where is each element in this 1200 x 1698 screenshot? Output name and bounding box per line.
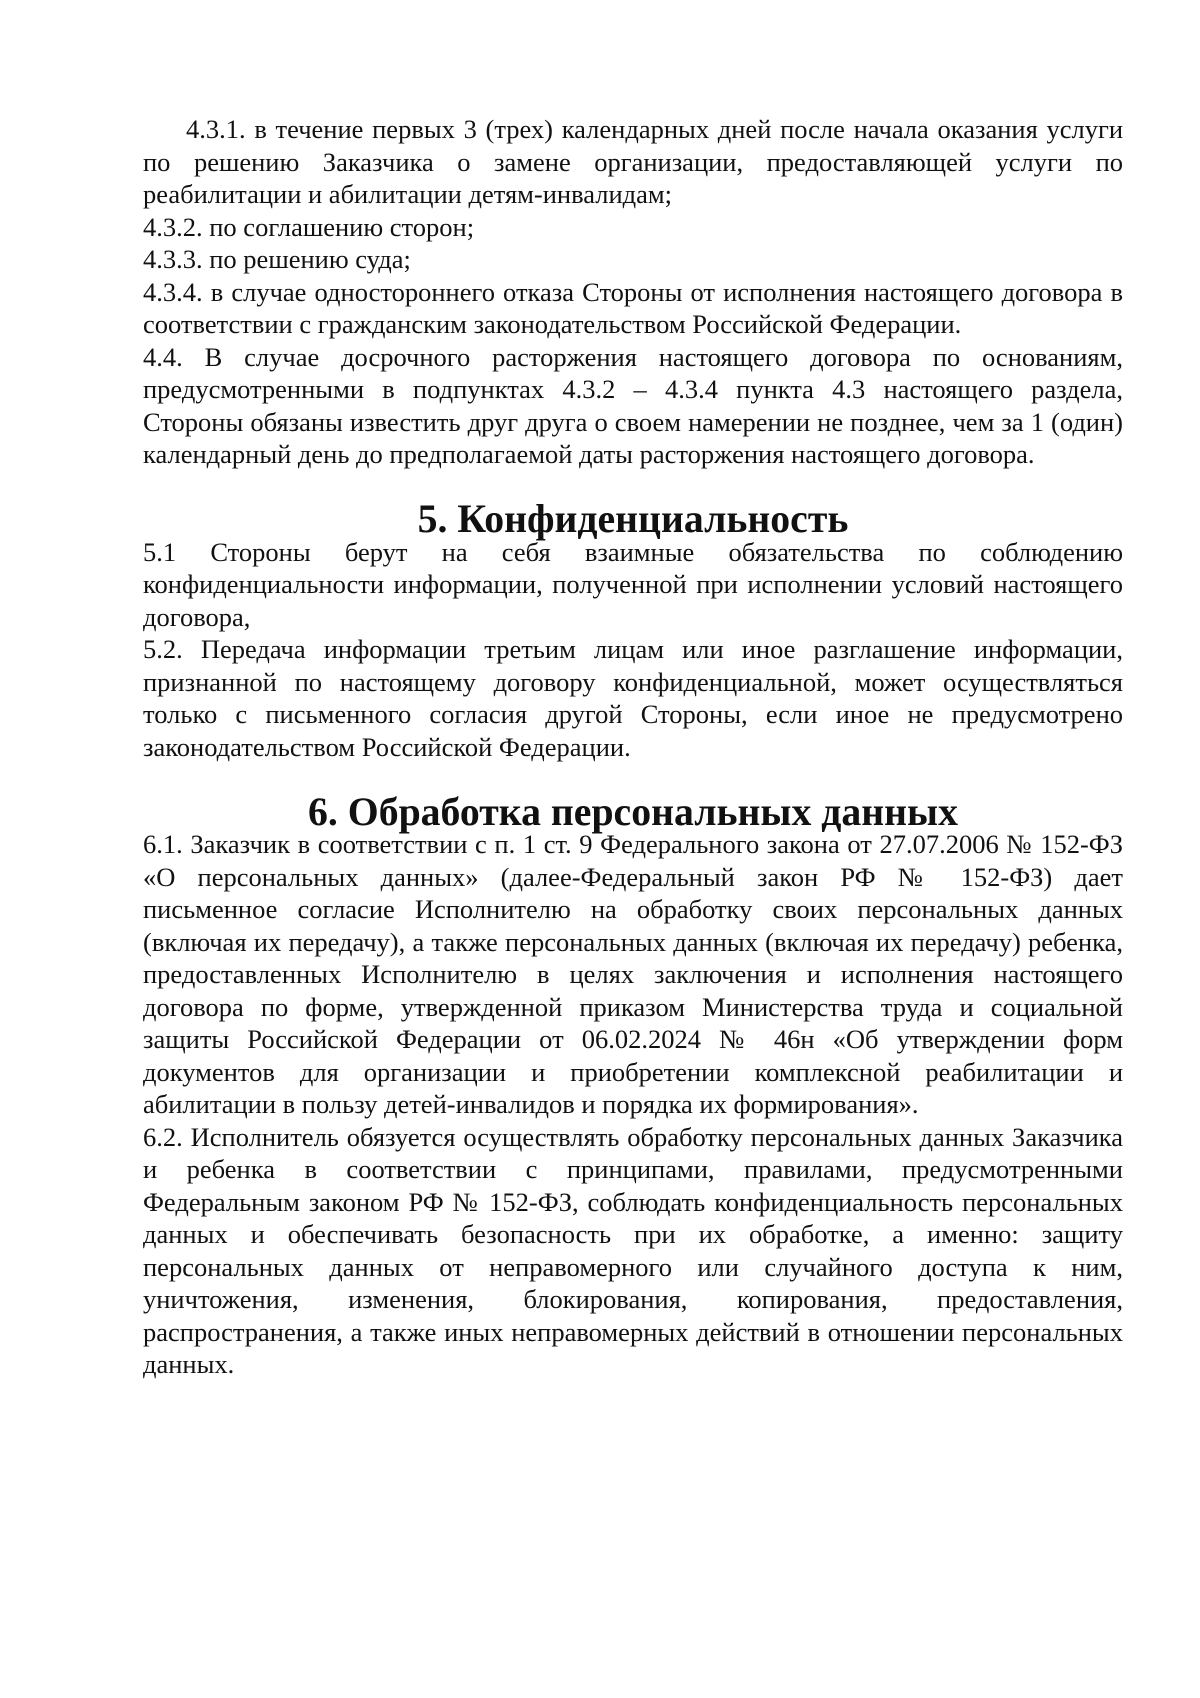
section-6-heading: 6. Обработка персональных данных <box>308 789 958 834</box>
document-body <box>143 113 1123 1381</box>
clause-4-3-1: 4.3.1. в течение первых 3 (трех) календарных дней после начала оказания услуги по решению Заказчика о замене организации, предоставляющей услуги по реабилитации и абилитации детям-инвалидам; <box>143 114 1123 209</box>
clause-6-1: 6.1. Заказчик в соответствии с п. 1 ст. 9 Федерального закона от 27.07.2006 № 152-ФЗ «О персональных данных» (далее-Федеральный закон РФ № 152-ФЗ) дает письменное согласие Исполнителю на обработку своих персональных данных (включая их передачу), а также персональных данных (включая их передачу) ребенка, предоставленных Исполнителю в целях заключения и исполнения настоящего договора по форме, утвержденной приказом Министерства труда и социальной защиты Российской Федерации от 06.02.2024 № 46н «Об утверждении форм документов для организации и приобретении комплексной реабилитации и абилитации в пользу детей-инвалидов и порядка их формирования». <box>143 829 1123 1119</box>
clause-4-3-2: 4.3.2. по соглашению сторон; <box>143 211 475 242</box>
clause-4-4: 4.4. В случае досрочного расторжения настоящего договора по основаниям, предусмотренными в подпунктах 4.3.2 – 4.3.4 пункта 4.3 настоящего раздела, Стороны обязаны известить друг друга о своем намерении не позднее, чем за 1 (один) календарный день до предполагаемой даты расторжения настоящего договора. <box>143 341 1123 469</box>
section-5-heading: 5. Конфиденциальность <box>417 497 849 541</box>
clause-4-3-3: 4.3.3. по решению суда; <box>143 244 411 274</box>
clause-6-2: 6.2. Исполнитель обязуется осуществлять обработку персональных данных Заказчика и ребенка в соответствии с принципами, правилами, предусмотренными Федеральным законом РФ № 152-ФЗ, соблюдать конфиденциальность персональных данных и обеспечивать безопасность при их обработке, а именно: защиту персональных данных от неправомерного или случайного доступа к ним, уничтожения, изменения, блокирования, копирования, предоставления, распространения, а также иных неправомерных действий в отношении персональных данных. <box>143 1121 1123 1379</box>
clause-5-1: 5.1 Стороны берут на себя взаимные обязательства по соблюдению конфиденциальности информации, полученной при исполнении условий настоящего договора, <box>143 536 1123 632</box>
clause-4-3-4: 4.3.4. в случае одностороннего отказа Стороны от исполнения настоящего договора в соответствии с гражданским законодательством Российской Федерации. <box>143 276 1123 339</box>
clause-5-2: 5.2. Передача информации третьим лицам или иное разглашение информации, признанной по настоящему договору конфиденциальной, может осуществляться только с письменного согласия другой Стороны, если иное не предусмотрено законодательством Российской Федерации. <box>143 634 1123 762</box>
